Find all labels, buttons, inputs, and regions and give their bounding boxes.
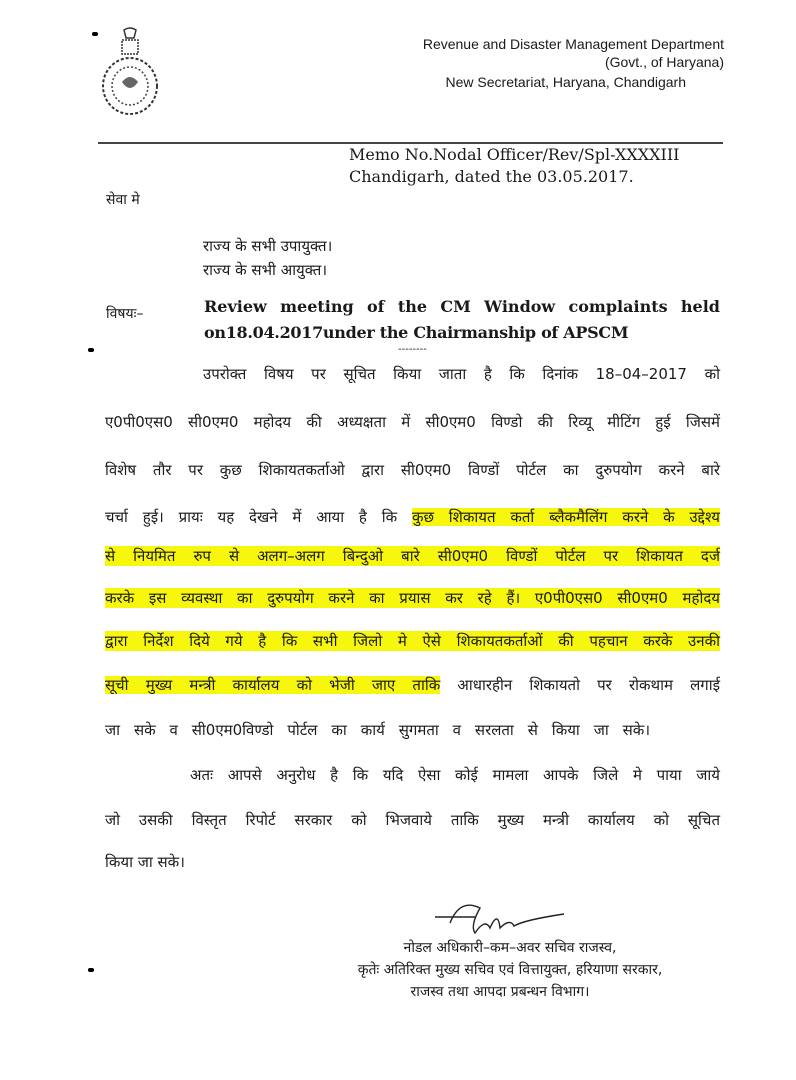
salutation: सेवा मे [106,192,140,208]
header-divider [98,142,723,144]
body-line: जा सके व सी0एम0विण्डो पोर्टल का कार्य सुगमता व सरलता से किया जा सके। [105,721,650,739]
body-line: ए0पी0एस0 सी0एम0 महोदय की अध्यक्षता में सी0एम0 विण्डो की रिव्यू मीटिंग हुई जिसमें [105,413,720,431]
handwritten-signature [430,895,580,940]
body-line: जो उसकी विस्तृत रिपोर्ट सरकार को भिजवाये ताकि मुख्य मन्त्री कार्यालय को सूचित [105,811,720,829]
body-line: विशेष तौर पर कुछ शिकायतकर्ताओ द्वारा सी0एम0 विण्डों पोर्टल का दुरुपयोग करने बारे [105,461,720,479]
govt-label: (Govt., of Haryana) [604,54,724,70]
signatory-department: राजस्व तथा आपदा प्रबन्धन विभाग। [410,984,590,1000]
signatory-designation: नोडल अधिकारी–कम–अवर सचिव राजस्व, [403,940,617,956]
subject-line: Review meeting of the CM Window complaints held [204,297,720,316]
memo-number: Memo No.Nodal Officer/Rev/Spl-XXXXIII [349,145,680,164]
haryana-emblem-icon [100,26,160,118]
body-line [105,507,720,527]
signatory-office: कृतेः अतिरिक्त मुख्य सचिव एवं वित्तायुक्त, हरियाणा सरकार, [357,962,663,978]
body-line [105,675,720,695]
highlighted-line: से नियमित रुप से अलग–अलग बिन्दुओ बारे सी0एम0 विण्डों पोर्टल पर शिकायत दर्ज [105,547,720,565]
punch-mark [88,348,94,352]
body-line: उपरोक्त विषय पर सूचित किया जाता है कि दिनांक 18–04–2017 को [203,365,720,383]
recipient: राज्य के सभी आयुक्त। [203,261,327,279]
subject-separator: -------- [398,344,427,355]
subject-label: विषयः– [106,306,144,322]
highlighted-text: कुछ शिकायत कर्ता ब्लैकमैलिंग करने के उद्देश्य [411,508,720,526]
body-text: चर्चा हुई। प्रायः यह देखने में आया है कि [105,508,412,526]
body-line: अतः आपसे अनुरोध है कि यदि ऐसा कोई मामला आपके जिले मे पाया जाये [190,766,720,784]
department-name: Revenue and Disaster Management Department [422,36,724,52]
body-line: किया जा सके। [105,853,185,871]
body-text: आधारहीन शिकायतो पर रोकथाम लगाई [440,676,721,694]
highlighted-text: सूची मुख्य मन्त्री कार्यालय को भेजी जाए ताकि [105,676,441,694]
subject-line: on18.04.2017under the Chairmanship of APSCM [204,323,629,342]
recipient: राज्य के सभी उपायुक्त। [203,237,333,255]
punch-mark [92,32,98,36]
memo-date: Chandigarh, dated the 03.05.2017. [349,167,634,186]
department-address: New Secretariat, Haryana, Chandigarh [445,74,686,90]
highlighted-line: द्वारा निर्देश दिये गये है कि सभी जिलो मे ऐसे शिकायतकर्ताओं की पहचान करके उनकी [105,632,720,650]
highlighted-line: करके इस व्यवस्था का दुरुपयोग करने का प्रयास कर रहे हैं। ए0पी0एस0 सी0एम0 महोदय [105,589,720,607]
punch-mark [88,968,94,972]
